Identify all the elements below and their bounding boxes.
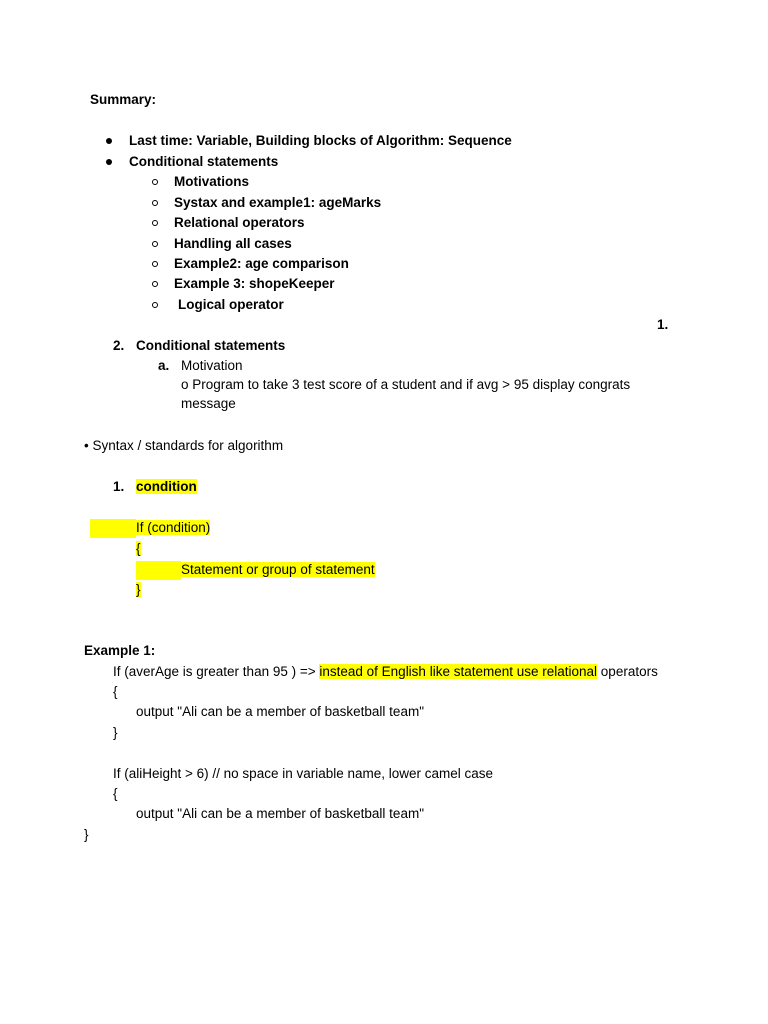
summary-bullet-2: Conditional statements bbox=[129, 154, 279, 169]
open-brace: { bbox=[136, 541, 141, 556]
highlight-bar bbox=[90, 519, 136, 538]
list-number-1: 1. bbox=[113, 479, 125, 494]
bullet-icon bbox=[106, 159, 112, 165]
summary-sub-item: Example 3: shopeKeeper bbox=[174, 276, 335, 291]
circle-bullet-icon bbox=[152, 200, 158, 206]
summary-sub-item: Handling all cases bbox=[174, 236, 292, 251]
summary-heading: Summary: bbox=[90, 92, 157, 107]
summary-sub-item: Motivations bbox=[174, 174, 250, 189]
motivation-text-line-1: o Program to take 3 test score of a student and if avg > 95 display congrats bbox=[181, 377, 631, 392]
condition-label: condition bbox=[136, 479, 197, 494]
list-letter-a: a. bbox=[158, 358, 170, 373]
motivation-text-line-2: message bbox=[181, 396, 236, 411]
circle-bullet-icon bbox=[152, 241, 158, 247]
example1-if2-line: If (aliHeight > 6) // no space in variable name, lower camel case bbox=[113, 766, 494, 781]
circle-bullet-icon bbox=[152, 281, 158, 287]
example1-output-2: output "Ali can be a member of basketball team" bbox=[136, 806, 424, 821]
circle-bullet-icon bbox=[152, 302, 158, 308]
bullet-icon bbox=[106, 138, 112, 144]
example1-open-brace: { bbox=[113, 684, 118, 699]
example1-open-brace-2: { bbox=[113, 786, 118, 801]
list-item-conditional-statements: Conditional statements bbox=[136, 338, 286, 353]
stray-list-number: 1. bbox=[657, 317, 669, 332]
circle-bullet-icon bbox=[152, 179, 158, 185]
close-brace: } bbox=[136, 582, 141, 597]
example1-heading: Example 1: bbox=[84, 643, 156, 658]
summary-sub-item: Relational operators bbox=[174, 215, 305, 230]
circle-bullet-icon bbox=[152, 220, 158, 226]
syntax-bullet: • Syntax / standards for algorithm bbox=[84, 438, 284, 453]
example1-if-line: If (averAge is greater than 95 ) => instead of English like statement use relational operators bbox=[113, 664, 658, 679]
highlight-bar bbox=[136, 561, 181, 580]
summary-bullet-1: Last time: Variable, Building blocks of Algorithm: Sequence bbox=[129, 133, 512, 148]
summary-sub-item: Example2: age comparison bbox=[174, 256, 349, 271]
if-condition-line: If (condition) bbox=[136, 520, 211, 535]
summary-sub-item: Logical operator bbox=[178, 297, 284, 312]
example1-output-1: output "Ali can be a member of basketball team" bbox=[136, 704, 424, 719]
circle-bullet-icon bbox=[152, 261, 158, 267]
relational-note-highlight: instead of English like statement use relational bbox=[319, 664, 598, 679]
example1-close-brace: } bbox=[113, 725, 118, 740]
list-number-2: 2. bbox=[113, 338, 125, 353]
summary-sub-item: Systax and example1: ageMarks bbox=[174, 195, 382, 210]
statement-line: Statement or group of statement bbox=[181, 562, 375, 577]
example1-final-brace: } bbox=[84, 827, 89, 842]
list-item-motivation: Motivation bbox=[181, 358, 243, 373]
